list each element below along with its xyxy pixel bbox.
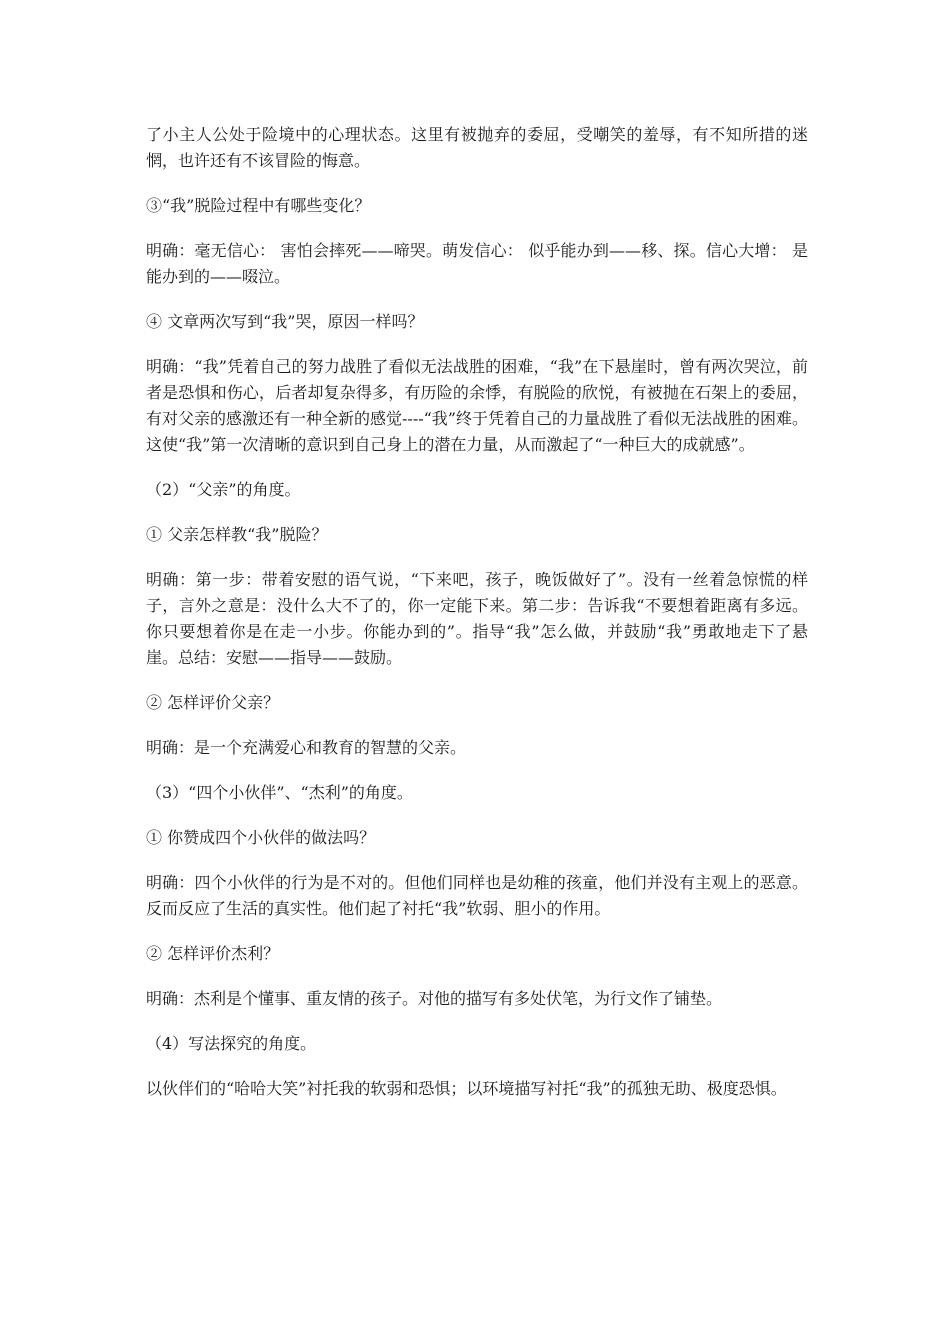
father-answer-1: 明确：第一步：带着安慰的语气说，“下来吧，孩子，晚饭做好了”。没有一丝着急惊慌的样子，言外之意是：没什么大不了的，你一定能下来。第二步：告诉我“不要想着距离有多远。你只要想着你是在走一小步。你能办到的”。指导“我”怎么做，并鼓励“我”勇敢地走下了悬崖。总结：安慰——指导——鼓励。 <box>146 570 808 667</box>
question-3-heading: ③“我”脱险过程中有哪些变化？ <box>146 196 371 215</box>
father-question-1: ① 父亲怎样教“我”脱险？ <box>146 525 328 544</box>
section-3-heading: （3）“四个小伙伴”、“杰利”的角度。 <box>146 783 413 802</box>
paragraph-continuation: 了小主人公处于险境中的心理状态。这里有被抛弃的委屈，受嘲笑的羞辱，有不知所措的迷惘，也许还有不该冒险的悔意。 <box>146 125 808 170</box>
section-4-heading: （4）写法探究的角度。 <box>146 1034 317 1053</box>
question-4-heading: ④ 文章两次写到“我”哭，原因一样吗？ <box>146 312 424 331</box>
answer-4: 明确：“我”凭着自己的努力战胜了看似无法战胜的困难，“我”在下悬崖时，曾有两次哭泣，前者是恐惧和伤心，后者却复杂得多，有历险的余悸，有脱险的欣悦，有被抛在石架上的委屈，有对父亲的感激还有一种全新的感觉----“我”终于凭着自己的力量战胜了看似无法战胜的困难。这使“我”第一次清晰的意识到自己身上的潜在力量，从而激起了“一种巨大的成就感”。 <box>146 357 808 454</box>
friends-question-1: ① 你赞成四个小伙伴的做法吗？ <box>146 828 376 847</box>
section-2-heading: （2）“父亲”的角度。 <box>146 480 301 499</box>
jerry-question: ② 怎样评价杰利？ <box>146 944 280 963</box>
friends-answer-1: 明确：四个小伙伴的行为是不对的。但他们同样也是幼稚的孩童，他们并没有主观上的恶意。反而反应了生活的真实性。他们起了衬托“我”软弱、胆小的作用。 <box>146 873 808 918</box>
writing-technique-paragraph: 以伙伴们的“哈哈大笑”衬托我的软弱和恐惧；以环境描写衬托“我”的孤独无助、极度恐惧。 <box>146 1079 787 1098</box>
father-question-2: ② 怎样评价父亲？ <box>146 693 280 712</box>
father-answer-2: 明确：是一个充满爱心和教育的智慧的父亲。 <box>146 738 467 757</box>
document-page <box>146 122 808 1121</box>
answer-3: 明确：毫无信心： 害怕会摔死——啼哭。萌发信心： 似乎能办到——移、探。信心大增： 是能办到的——啜泣。 <box>146 241 808 286</box>
jerry-answer: 明确：杰利是个懂事、重友情的孩子。对他的描写有多处伏笔，为行文作了铺垫。 <box>146 989 723 1008</box>
